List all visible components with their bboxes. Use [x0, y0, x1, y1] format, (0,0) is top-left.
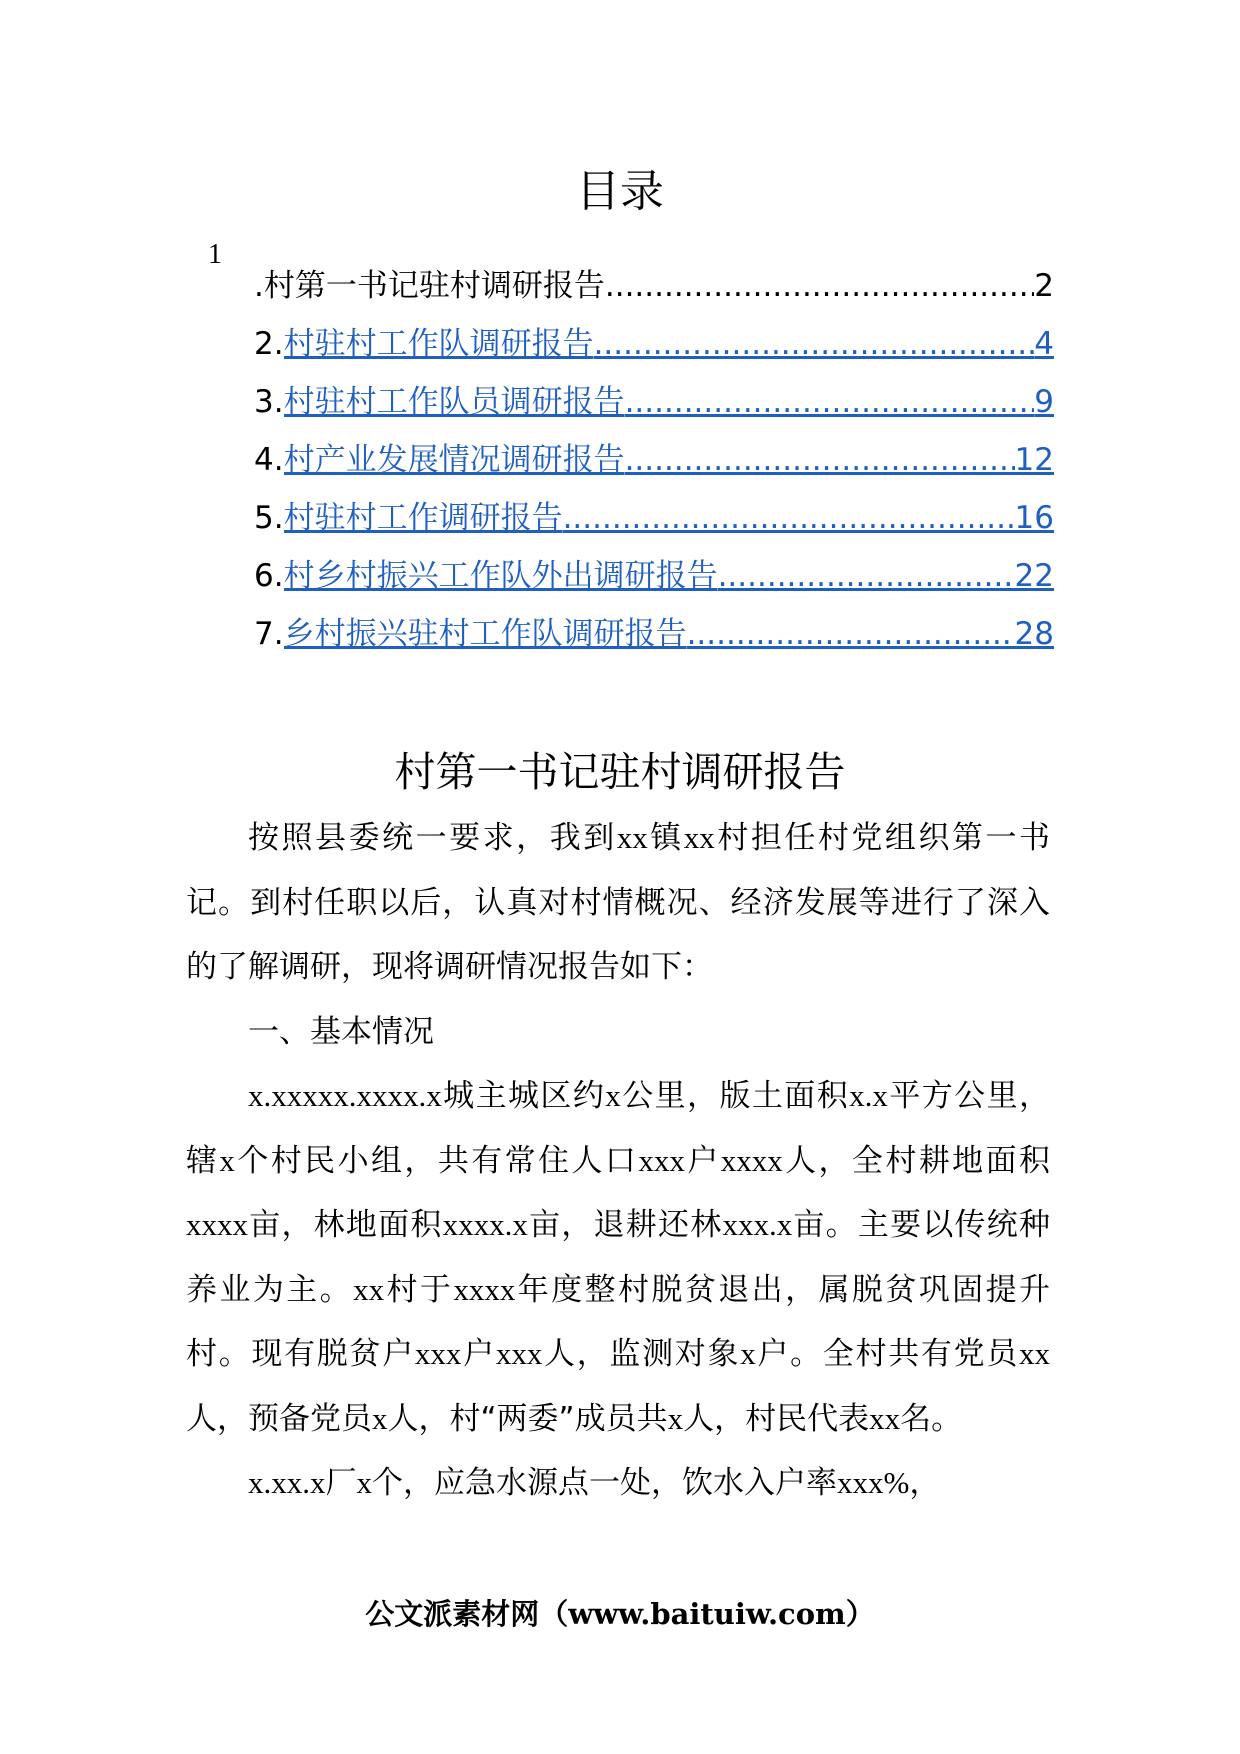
toc-item-page: 28	[1014, 616, 1054, 652]
section-heading: 一、基本情况	[248, 1013, 434, 1050]
text-run: 城主城区约	[441, 1078, 606, 1114]
paragraph-infrastructure	[186, 1451, 1050, 1516]
text-run: 人，预备党员	[186, 1400, 372, 1437]
paragraph-intro	[186, 806, 1050, 1000]
text-run: 人，村“两委”成员共	[387, 1400, 668, 1437]
toc-item-2[interactable]	[254, 320, 1054, 368]
toc-item-page: 16	[1014, 500, 1054, 536]
text-run: 亩，林地面积	[248, 1207, 443, 1243]
text-run: xx	[683, 820, 715, 855]
stray-page-number: 1	[208, 239, 222, 270]
toc-item-number: 5.	[254, 500, 284, 536]
text-run: xxxx	[453, 1271, 516, 1307]
toc-item-4[interactable]	[254, 436, 1054, 484]
toc-item-6[interactable]	[254, 552, 1054, 600]
toc-link[interactable]	[284, 378, 1054, 426]
toc-item-page: 22	[1014, 558, 1054, 594]
toc-title: 目录	[576, 166, 664, 217]
toc-link[interactable]	[254, 262, 1054, 310]
text-run: 村于	[384, 1271, 454, 1308]
toc-item-title: 村驻村工作队调研报告	[283, 326, 594, 362]
toc-leader-dots	[605, 262, 1034, 310]
toc-item-title: .村第一书记驻村调研报告	[254, 268, 605, 304]
text-run: x	[667, 1400, 684, 1436]
text-run: ，	[909, 1465, 941, 1501]
toc-item-3[interactable]	[254, 378, 1054, 426]
toc-item-page: 4	[1034, 326, 1054, 362]
toc-leader-dots	[594, 320, 1035, 368]
text-run: 公里，版土面积	[620, 1078, 850, 1114]
text-run: xx	[353, 1271, 385, 1307]
text-run: 按照县委统一要求，我到	[248, 820, 617, 856]
article-body	[186, 806, 1050, 1516]
toc-item-number: 2.	[254, 326, 284, 362]
toc-item-number: 6.	[254, 558, 284, 594]
text-run: 人，监测对象	[542, 1336, 741, 1372]
text-run: 人，全村耕地面积	[782, 1142, 1051, 1179]
toc-link[interactable]	[284, 494, 1054, 542]
text-run: xx	[869, 1400, 901, 1436]
text-run: xx	[1019, 1336, 1051, 1371]
text-run: xxxx.x	[442, 1207, 528, 1242]
text-run: xxxx	[720, 1142, 783, 1178]
text-run: 个，应急水源点一处，饮水入户率	[372, 1465, 837, 1501]
text-run: 人，村民代表	[683, 1400, 870, 1437]
toc-item-1[interactable]	[254, 262, 1054, 310]
text-run: xxx	[495, 1336, 543, 1371]
toc-link[interactable]	[284, 320, 1054, 368]
toc-item-title: 村产业发展情况调研报告	[283, 442, 625, 478]
text-run: x.xx.x	[248, 1465, 326, 1500]
text-run: x.x	[849, 1078, 888, 1113]
text-run: 户	[461, 1336, 496, 1372]
text-run: xxx	[638, 1142, 685, 1178]
toc-item-number: 7.	[254, 616, 284, 652]
text-run: xxxx	[186, 1207, 248, 1242]
text-run: 厂	[325, 1465, 357, 1501]
toc-link[interactable]	[284, 610, 1054, 658]
toc-item-title: 乡村振兴驻村工作队调研报告	[283, 616, 687, 652]
text-run: xxx.x	[722, 1207, 793, 1242]
text-run: xxx	[414, 1336, 462, 1371]
footer-watermark: 公文派素材网（www.baituiw.com）	[365, 1597, 875, 1631]
text-run: 年度整村脱贫退出，属脱贫巩固提升村。现有脱贫户	[186, 1271, 1051, 1372]
text-run: x	[356, 1465, 372, 1500]
toc-link[interactable]	[284, 552, 1054, 600]
text-run: x	[740, 1336, 756, 1371]
toc-item-number: 4.	[254, 442, 284, 478]
text-run: x	[605, 1078, 621, 1113]
toc-leader-dots	[563, 494, 1015, 542]
paragraph-basic-info	[186, 1064, 1050, 1451]
toc-item-title: 村驻村工作调研报告	[283, 500, 563, 536]
text-run: xxx%	[837, 1465, 910, 1500]
article-title: 村第一书记驻村调研报告	[394, 748, 846, 796]
text-run: 平方公里，辖	[186, 1078, 1051, 1179]
toc-item-title: 村驻村工作队员调研报告	[283, 384, 625, 420]
toc-leader-dots	[718, 552, 1015, 600]
toc-item-page: 2	[1034, 268, 1054, 304]
toc-item-number: 3.	[254, 384, 284, 420]
toc-item-5[interactable]	[254, 494, 1054, 542]
text-run: 户。全村共有党员	[755, 1336, 1020, 1372]
text-run: x	[219, 1142, 235, 1178]
text-run: 名。	[900, 1400, 963, 1437]
text-run: x	[372, 1400, 388, 1436]
toc-item-7[interactable]	[254, 610, 1054, 658]
text-run: 亩，退耕还林	[527, 1207, 723, 1243]
text-run: 村担任村党组织第一书记。到村任职以后，认真对村情概况、经济发展等进行了深入的了解调研，现将调研情况报告如下：	[186, 820, 1051, 985]
toc-item-title: 村乡村振兴工作队外出调研报告	[283, 558, 718, 594]
toc-item-page: 12	[1014, 442, 1054, 478]
toc-link[interactable]	[284, 436, 1054, 484]
toc-item-page: 9	[1034, 384, 1054, 420]
toc-leader-dots	[625, 436, 1015, 484]
text-run: 户	[684, 1142, 721, 1179]
text-run: 镇	[647, 820, 684, 856]
text-run: 亩。主要以传统种养业为主。	[186, 1207, 1051, 1308]
text-run: x.xxxxx.xxxx.x	[248, 1078, 442, 1113]
toc-leader-dots	[687, 610, 1015, 658]
text-run: xx	[616, 820, 648, 855]
toc-leader-dots	[625, 378, 1035, 426]
text-run: 个村民小组，共有常住人口	[234, 1142, 639, 1179]
